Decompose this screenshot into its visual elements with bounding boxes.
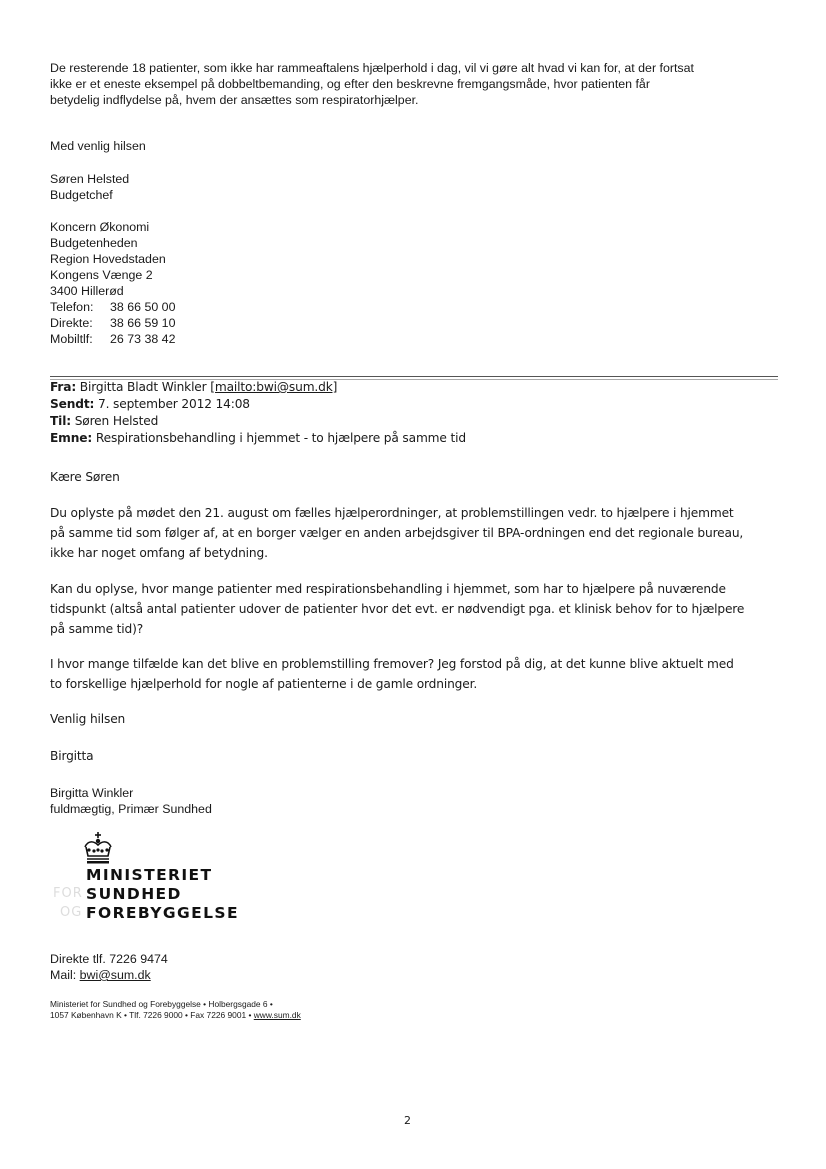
to-value: Søren Helsted: [74, 414, 159, 428]
sent-label: Sendt:: [50, 397, 95, 411]
subject-row: [50, 430, 466, 447]
text-line: på samme tid som følger af, at en borger vælger en anden arbejdsgiver til BPA-ordningen end det regionale bureau,: [50, 526, 744, 540]
phone-label: Telefon:: [50, 300, 94, 314]
contact-block: [50, 951, 168, 983]
to-row: [50, 413, 466, 430]
phone-line: [50, 299, 175, 315]
sender-name: Søren Helsted: [50, 172, 130, 186]
signature-title: fuldmægtig, Primær Sundhed: [50, 802, 212, 816]
mail-link[interactable]: bwi@sum.dk: [79, 968, 151, 982]
mail-label: Mail:: [50, 968, 80, 982]
sign-off: Venlig hilsen: [50, 712, 126, 726]
footer-line: Ministeriet for Sundhed og Forebyggelse • Holbergsgade 6 •: [50, 999, 273, 1009]
subject-value: Respirationsbehandling i hjemmet - to hjælpere på samme tid: [95, 431, 466, 445]
logo-ghost-text: FOR: [53, 886, 83, 901]
body-paragraph-1: [50, 503, 743, 563]
text-line: tidspunkt (altså antal patienter udover de patienter hvor det evt. er nødvendigt pga. et klinisk behov for to hjælpere: [50, 602, 745, 616]
text-line: ikke har noget omfang af betydning.: [50, 546, 268, 560]
address-line: Koncern Økonomi: [50, 220, 150, 234]
phone-value: 38 66 59 10: [110, 316, 176, 330]
phone-label: Mobiltlf:: [50, 332, 93, 346]
address-line: Budgetenheden: [50, 236, 138, 250]
from-value: Birgitta Bladt Winkler: [79, 380, 207, 394]
footer-address: 1057 København K • Tlf. 7226 9000 • Fax 7226 9001 •: [50, 1010, 254, 1020]
signature-full-name: Birgitta Winkler: [50, 786, 134, 800]
mail-row: [50, 967, 168, 983]
sender-block: [50, 171, 129, 203]
ministry-footer: [50, 999, 301, 1021]
to-label: Til:: [50, 414, 71, 428]
sent-row: [50, 396, 466, 413]
body-paragraph-3: [50, 654, 734, 694]
direct-phone: Direkte tlf. 7226 9474: [50, 952, 168, 966]
from-label: Fra:: [50, 380, 77, 394]
text-line: Du oplyste på mødet den 21. august om fælles hjælperordninger, at problemstillingen vedr. to hjælpere i hjemmet: [50, 506, 734, 520]
phone-label: Direkte:: [50, 316, 93, 330]
logo-line-forebyggelse: FOREBYGGELSE: [86, 904, 239, 922]
text-line: betydelig indflydelse på, hvem der ansættes som respiratorhjælper.: [50, 93, 419, 107]
closing: Med venlig hilsen: [50, 139, 146, 153]
sign-name: Birgitta: [50, 749, 94, 763]
text-line: på samme tid)?: [50, 622, 144, 636]
email-header: [50, 379, 466, 447]
text-line: Kan du oplyse, hvor mange patienter med respirationsbehandling i hjemmet, som har to hjælpere på nuværende: [50, 582, 726, 596]
phone-line: [50, 315, 175, 331]
logo-line-sundhed: SUNDHED: [86, 885, 182, 903]
body-paragraph-2: [50, 579, 744, 639]
address-line: Kongens Vænge 2: [50, 268, 153, 282]
phone-value: 26 73 38 42: [110, 332, 176, 346]
text-line: De resterende 18 patienter, som ikke har rammeaftalens hjælperhold i dag, vil vi gøre alt hvad vi kan for, at der fortsat: [50, 61, 694, 75]
logo-ghost-text: OG: [60, 905, 83, 920]
text-line: ikke er et eneste eksempel på dobbeltbemanding, og efter den beskrevne fremgangsmåde, hvor patienten får: [50, 77, 650, 91]
top-paragraph: [50, 60, 694, 108]
page-number: 2: [404, 1114, 411, 1127]
footer-line: [50, 1010, 301, 1021]
greeting: Kære Søren: [50, 470, 120, 484]
address-block: [50, 219, 175, 347]
text-line: to forskellige hjælperhold for nogle af patienterne i de gamle ordninger.: [50, 677, 478, 691]
footer-website-link[interactable]: www.sum.dk: [253, 1010, 301, 1020]
sent-value: 7. september 2012 14:08: [97, 397, 250, 411]
logo-line-ministeriet: MINISTERIET: [86, 866, 213, 884]
from-row: [50, 379, 466, 396]
subject-label: Emne:: [50, 431, 93, 445]
address-line: Region Hovedstaden: [50, 252, 166, 266]
phone-line: [50, 331, 175, 347]
address-line: 3400 Hillerød: [50, 284, 124, 298]
text-line: I hvor mange tilfælde kan det blive en problemstilling fremover? Jeg forstod på dig, at det kunne blive aktuelt med: [50, 657, 734, 671]
crown-crest-icon: [80, 831, 116, 865]
separator-line: [50, 376, 778, 377]
from-mailto-link[interactable]: [mailto:bwi@sum.dk]: [210, 380, 338, 394]
sender-title: Budgetchef: [50, 188, 113, 202]
phone-value: 38 66 50 00: [110, 300, 176, 314]
signature-block: [50, 785, 212, 817]
